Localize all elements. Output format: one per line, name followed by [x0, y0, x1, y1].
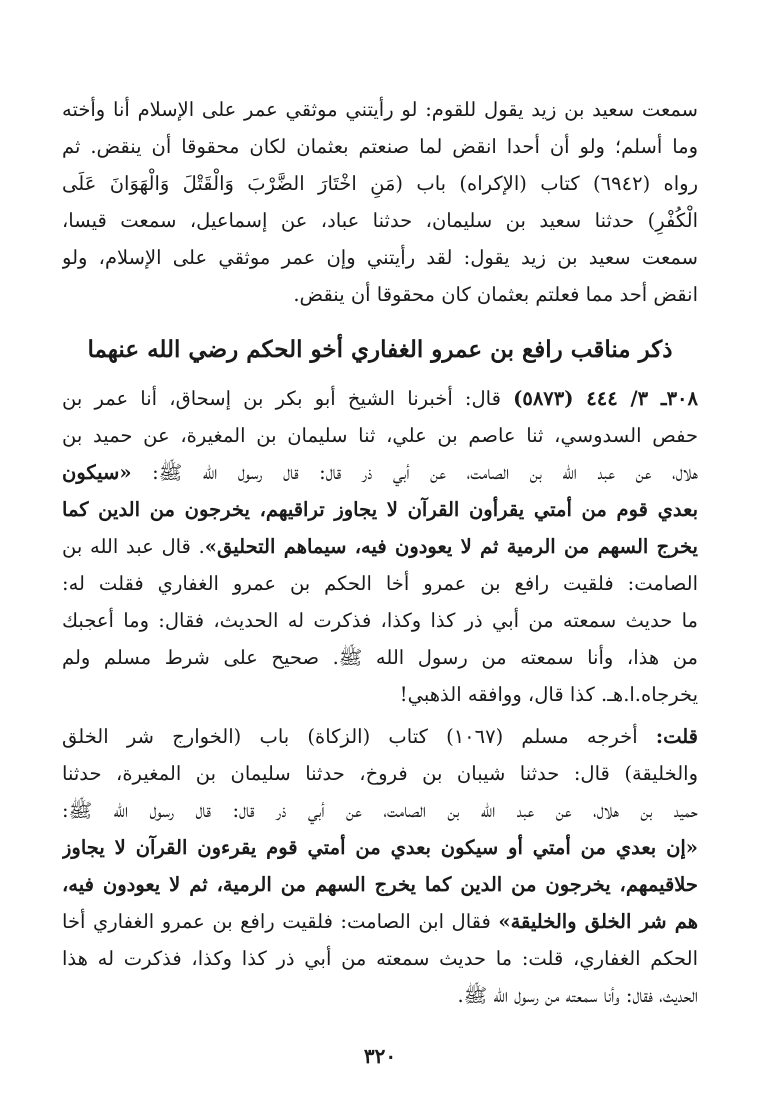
text-line	[62, 455, 698, 491]
hadith-number: ٣٠٨ـ ٣/ ٤٤٤ (٥٨٧٣)	[513, 387, 698, 410]
hadith-quote: هم شر الخلق والخليقة»	[498, 910, 698, 933]
hadith-quote: يخرج السهم من الرمية ثم لا يعودون فيه، سيماهم التحليق»	[204, 535, 698, 558]
text-line: الحديث، فقال: وأنا سمعته من رسول الله ﷺ.	[457, 984, 698, 1007]
text-line: رواه (٦٩٤٢) كتاب (الإكراه) باب (مَنِ اخْتَارَ الضَّرْبَ وَالْقَتْلَ وَالْهَوَانَ عَلَى	[62, 172, 698, 195]
hadith-quote: بعدي قوم من أمتي يقرأون القرآن لا يجاوز تراقيهم، يخرجون من الدين كما	[62, 498, 698, 521]
text-line	[62, 381, 698, 417]
text-span: هلال، عن عبد الله بن الصامت، عن أبي ذر قال: قال رسول الله ﷺ:	[131, 461, 698, 484]
text-line: حفص السدوسي، ثنا عاصم بن علي، ثنا سليمان بن المغيرة، عن حميد بن	[62, 424, 698, 447]
text-line: وما أسلم؛ ولو أن أحدا انقض لما صنعتم بعثمان لكان محقوقا أن ينقض. ثم	[62, 135, 698, 158]
text-span: قال: أخبرنا الشيخ أبو بكر بن إسحاق، أنا عمر بن	[62, 387, 514, 410]
text-line: سمعت سعيد بن زيد يقول للقوم: لو رأيتني موثقي عمر على الإسلام أنا وأخته	[62, 98, 698, 121]
text-span: . قال عبد الله بن	[62, 535, 205, 558]
text-span: أخرجه مسلم (١٠٦٧) كتاب (الزكاة) باب (الخوارج شر الخلق	[62, 725, 656, 748]
text-line: انقض أحد مما فعلتم بعثمان كان محقوقا أن ينقض.	[293, 283, 698, 306]
section-heading: ذكر مناقب رافع بن عمرو الغفاري أخو الحكم رضي الله عنهما	[87, 336, 673, 363]
text-line: ما حديث سمعته من أبي ذر كذا وكذا، فذكرت له الحديث، فقال: وما أعجبك	[62, 609, 698, 632]
page-number: ٣٢٠	[363, 1044, 397, 1068]
hadith-quote: «إن بعدي من أمتي أو سيكون بعدي من أمتي قوم يقرءون القرآن لا يجاوز	[62, 836, 698, 859]
text-line: سمعت سعيد بن زيد يقول: لقد رأيتني وإن عمر موثقي على الإسلام، ولو	[62, 246, 698, 269]
hadith-quote: حلاقيمهم، يخرجون من الدين كما يخرج السهم من الرمية، ثم لا يعودون فيه،	[62, 873, 698, 896]
text-line: الصامت: فلقيت رافع بن عمرو أخا الحكم بن عمرو الغفاري فقلت له:	[62, 572, 698, 595]
text-line	[62, 904, 698, 940]
note-label: قلت:	[655, 725, 698, 748]
text-line: حميد بن هلال، عن عبد الله بن الصامت، عن أبي ذر قال: قال رسول الله ﷺ:	[62, 799, 698, 822]
text-line: والخليقة) قال: حدثنا شيبان بن فروخ، حدثنا سليمان بن المغيرة، حدثنا	[62, 762, 698, 785]
text-span: فقال ابن الصامت: فلقيت رافع بن عمرو الغفاري أخا	[62, 910, 499, 933]
text-line: يخرجاه.ا.هـ. كذا قال، ووافقه الذهبي!	[399, 683, 698, 706]
text-line: الْكُفْرِ) حدثنا سعيد بن سليمان، حدثنا عباد، عن إسماعيل، سمعت قيسا،	[62, 209, 698, 232]
text-line: الحكم الغفاري، قلت: ما حديث سمعته من أبي ذر كذا وكذا، فذكرت له هذا	[62, 947, 698, 970]
hadith-quote: «سيكون	[62, 461, 132, 484]
text-line	[62, 719, 698, 755]
text-line	[62, 529, 698, 565]
text-line: من هذا، وأنا سمعته من رسول الله ﷺ. صحيح على شرط مسلم ولم	[62, 646, 698, 669]
